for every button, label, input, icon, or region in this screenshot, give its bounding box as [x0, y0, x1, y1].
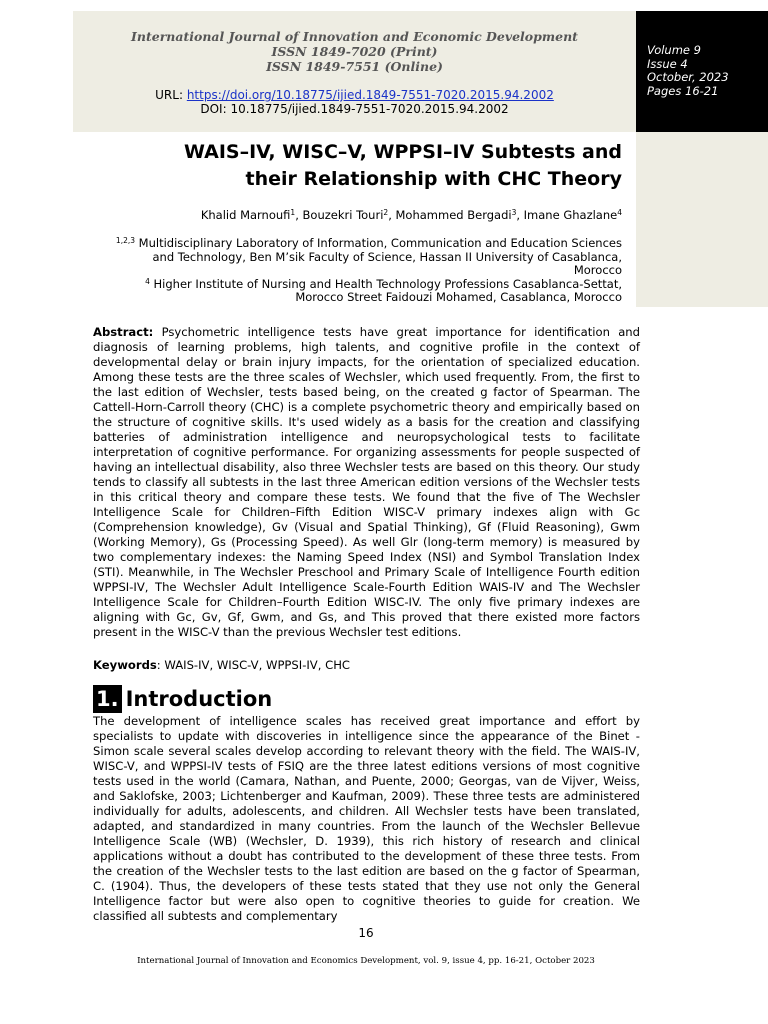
abstract	[93, 325, 640, 640]
page-footer: International Journal of Innovation and Economics Development, vol. 9, issue 4, pp. 16-21, October 2023	[137, 956, 595, 966]
author-separator: ,	[295, 208, 303, 222]
paper-title-line-1: WAIS–IV, WISC–V, WPPSI–IV Subtests and	[184, 141, 622, 163]
author-affil-mark: 2	[383, 208, 389, 217]
abstract-label: Abstract:	[93, 325, 154, 339]
issue: Issue 4	[647, 56, 688, 71]
author-affil-mark: 1	[290, 208, 296, 217]
url-line	[73, 88, 636, 102]
pages: Pages 16-21	[647, 83, 719, 98]
volume: Volume 9	[647, 43, 701, 57]
affiliations	[62, 237, 622, 305]
author-list	[201, 208, 622, 222]
page-number: 16	[358, 926, 374, 940]
doi-text: DOI: 10.18775/ijied.1849-7551-7020.2015.94.2002	[200, 102, 509, 116]
author-name: Imane Ghazlane	[523, 208, 618, 222]
section-number: 1.	[93, 685, 122, 713]
journal-name: International Journal of Innovation and Economic Development	[131, 29, 578, 44]
keywords	[93, 658, 350, 672]
decorative-side-strip	[636, 132, 768, 307]
paper-title-line-2: their Relationship with CHC Theory	[245, 168, 622, 190]
author-separator: ,	[516, 208, 524, 222]
section-title: Introduction	[125, 687, 273, 711]
section-heading	[93, 685, 272, 713]
issn-online: ISSN 1849-7551 (Online)	[266, 59, 443, 74]
author-name: Bouzekri Touri	[302, 208, 384, 222]
affiliation-line: $^4$ Higher Institute of Nursing and Health Technology Professions Casablanca-Settat,	[145, 276, 622, 291]
author-name: Khalid Marnoufi	[200, 208, 291, 222]
affiliation-line: and Technology, Ben M’sik Faculty of Science, Hassan II University of Casablanca,	[152, 249, 622, 264]
author-separator: ,	[388, 208, 396, 222]
issue-date: October, 2023	[647, 70, 729, 84]
issn-print: ISSN 1849-7020 (Print)	[271, 44, 438, 59]
affiliation-line: $^{1,2,3}$ Multidisciplinary Laboratory of Information, Communication and Education Sciences	[115, 236, 622, 250]
affiliation-mark: 4	[145, 276, 150, 286]
affiliation-line: Morocco	[573, 263, 622, 278]
volume-info	[647, 44, 729, 98]
keywords-text: : WAIS-IV, WISC-V, WPPSI-IV, CHC	[156, 658, 351, 672]
author-name: Mohammed Bergadi	[395, 208, 512, 222]
affiliation-line: Morocco Street Faidouzi Mohamed, Casablanca, Morocco	[295, 290, 622, 305]
keywords-label: Keywords	[93, 658, 157, 672]
paper-title	[62, 139, 622, 193]
author-affil-mark: 3	[511, 208, 517, 217]
author-affil-mark: 4	[617, 208, 622, 217]
url-label: URL:	[155, 88, 187, 102]
affiliation-mark: 1,2,3	[115, 236, 136, 245]
doi-link[interactable]: https://doi.org/10.18775/ijied.1849-7551-7020.2015.94.2002	[186, 88, 554, 102]
intro-paragraph: The development of intelligence scales has received great importance and effort by specialists to update with discoveries in intelligence since the appearance of the Binet - Simon scale several scales develop according to relevant theory with the field. The WAIS-IV, WISC-V, and WPPSI-IV tests of FSIQ are the three latest editions versions of most cognitive tests used in the world (Camara, Nathan, and Puente, 2000; Georgas, van de Vijver, Weiss, and Saklofske, 2003; Lichtenberger and Kaufman, 2009). These three tests are administered individually for adults, adolescents, and children. All Wechsler tests have been translated, adapted, and standardized in many countries. From the launch of the Wechsler Bellevue Intelligence Scale (WB) (Wechsler, D. 1939), this rich history of research and clinical applications without a doubt has contributed to the development of these three tests. From the creation of the Wechsler tests to the last edition are based on the g factor of Spearman, C. (1904). Thus, the developers of these tests stated that they use not only the General Intelligence factor but were also open to cognitive theories to guide for creation. We classified all subtests and complementary	[93, 714, 640, 923]
abstract-text: Psychometric intelligence tests have great importance for identification and diagnosis of learning problems, high talents, and cognitive profile in the context of developmental delay or brain injury impacts, for the orientation of specialized education. Among these tests are the three scales of Wechsler, which used frequently. From, the first to the last edition of Wechsler, tests based being, on the created g factor of Spearman. The Cattell-Horn-Carroll theory (CHC) is a complete psychometric theory and empirically based on the structure of cognitive skills. It's used widely as a basis for the creation and classifying batteries of administration intelligence and neuropsychological tests to facilitate interpretation of cognitive performance. For organizing assessments for people suspected of having an intellectual disability, also three Wechsler tests are based on this theory. Our study tends to classify all subtests in the last three American edition versions of the Wechsler tests in this critical theory and compare these tests. We found that the five of The Wechsler Intelligence Scale for Children–Fifth Edition WISC-V primary indexes align with Gc (Comprehension knowledge), Gv (Visual and Spatial Thinking), Gf (Fluid Reasoning), Gwm (Working Memory), Gs (Processing Speed). As well Glr (long-term memory) is measured by two complementary indexes: the Naming Speed Index (NSI) and Symbol Translation Index (STI). Meanwhile, in The Wechsler Preschool and Primary Scale of Intelligence Fourth edition WPPSI-IV, The Wechsler Adult Intelligence Scale-Fourth Edition WAIS-IV and The Wechsler Intelligence Scale for Children–Fourth Edition WISC-IV. The only five primary indexes are aligning with Gc, Gv, Gf, Gwm, and Gs, and This proved that there existed more factors present in the WISC-V than the previous Wechsler test editions.	[93, 325, 640, 639]
